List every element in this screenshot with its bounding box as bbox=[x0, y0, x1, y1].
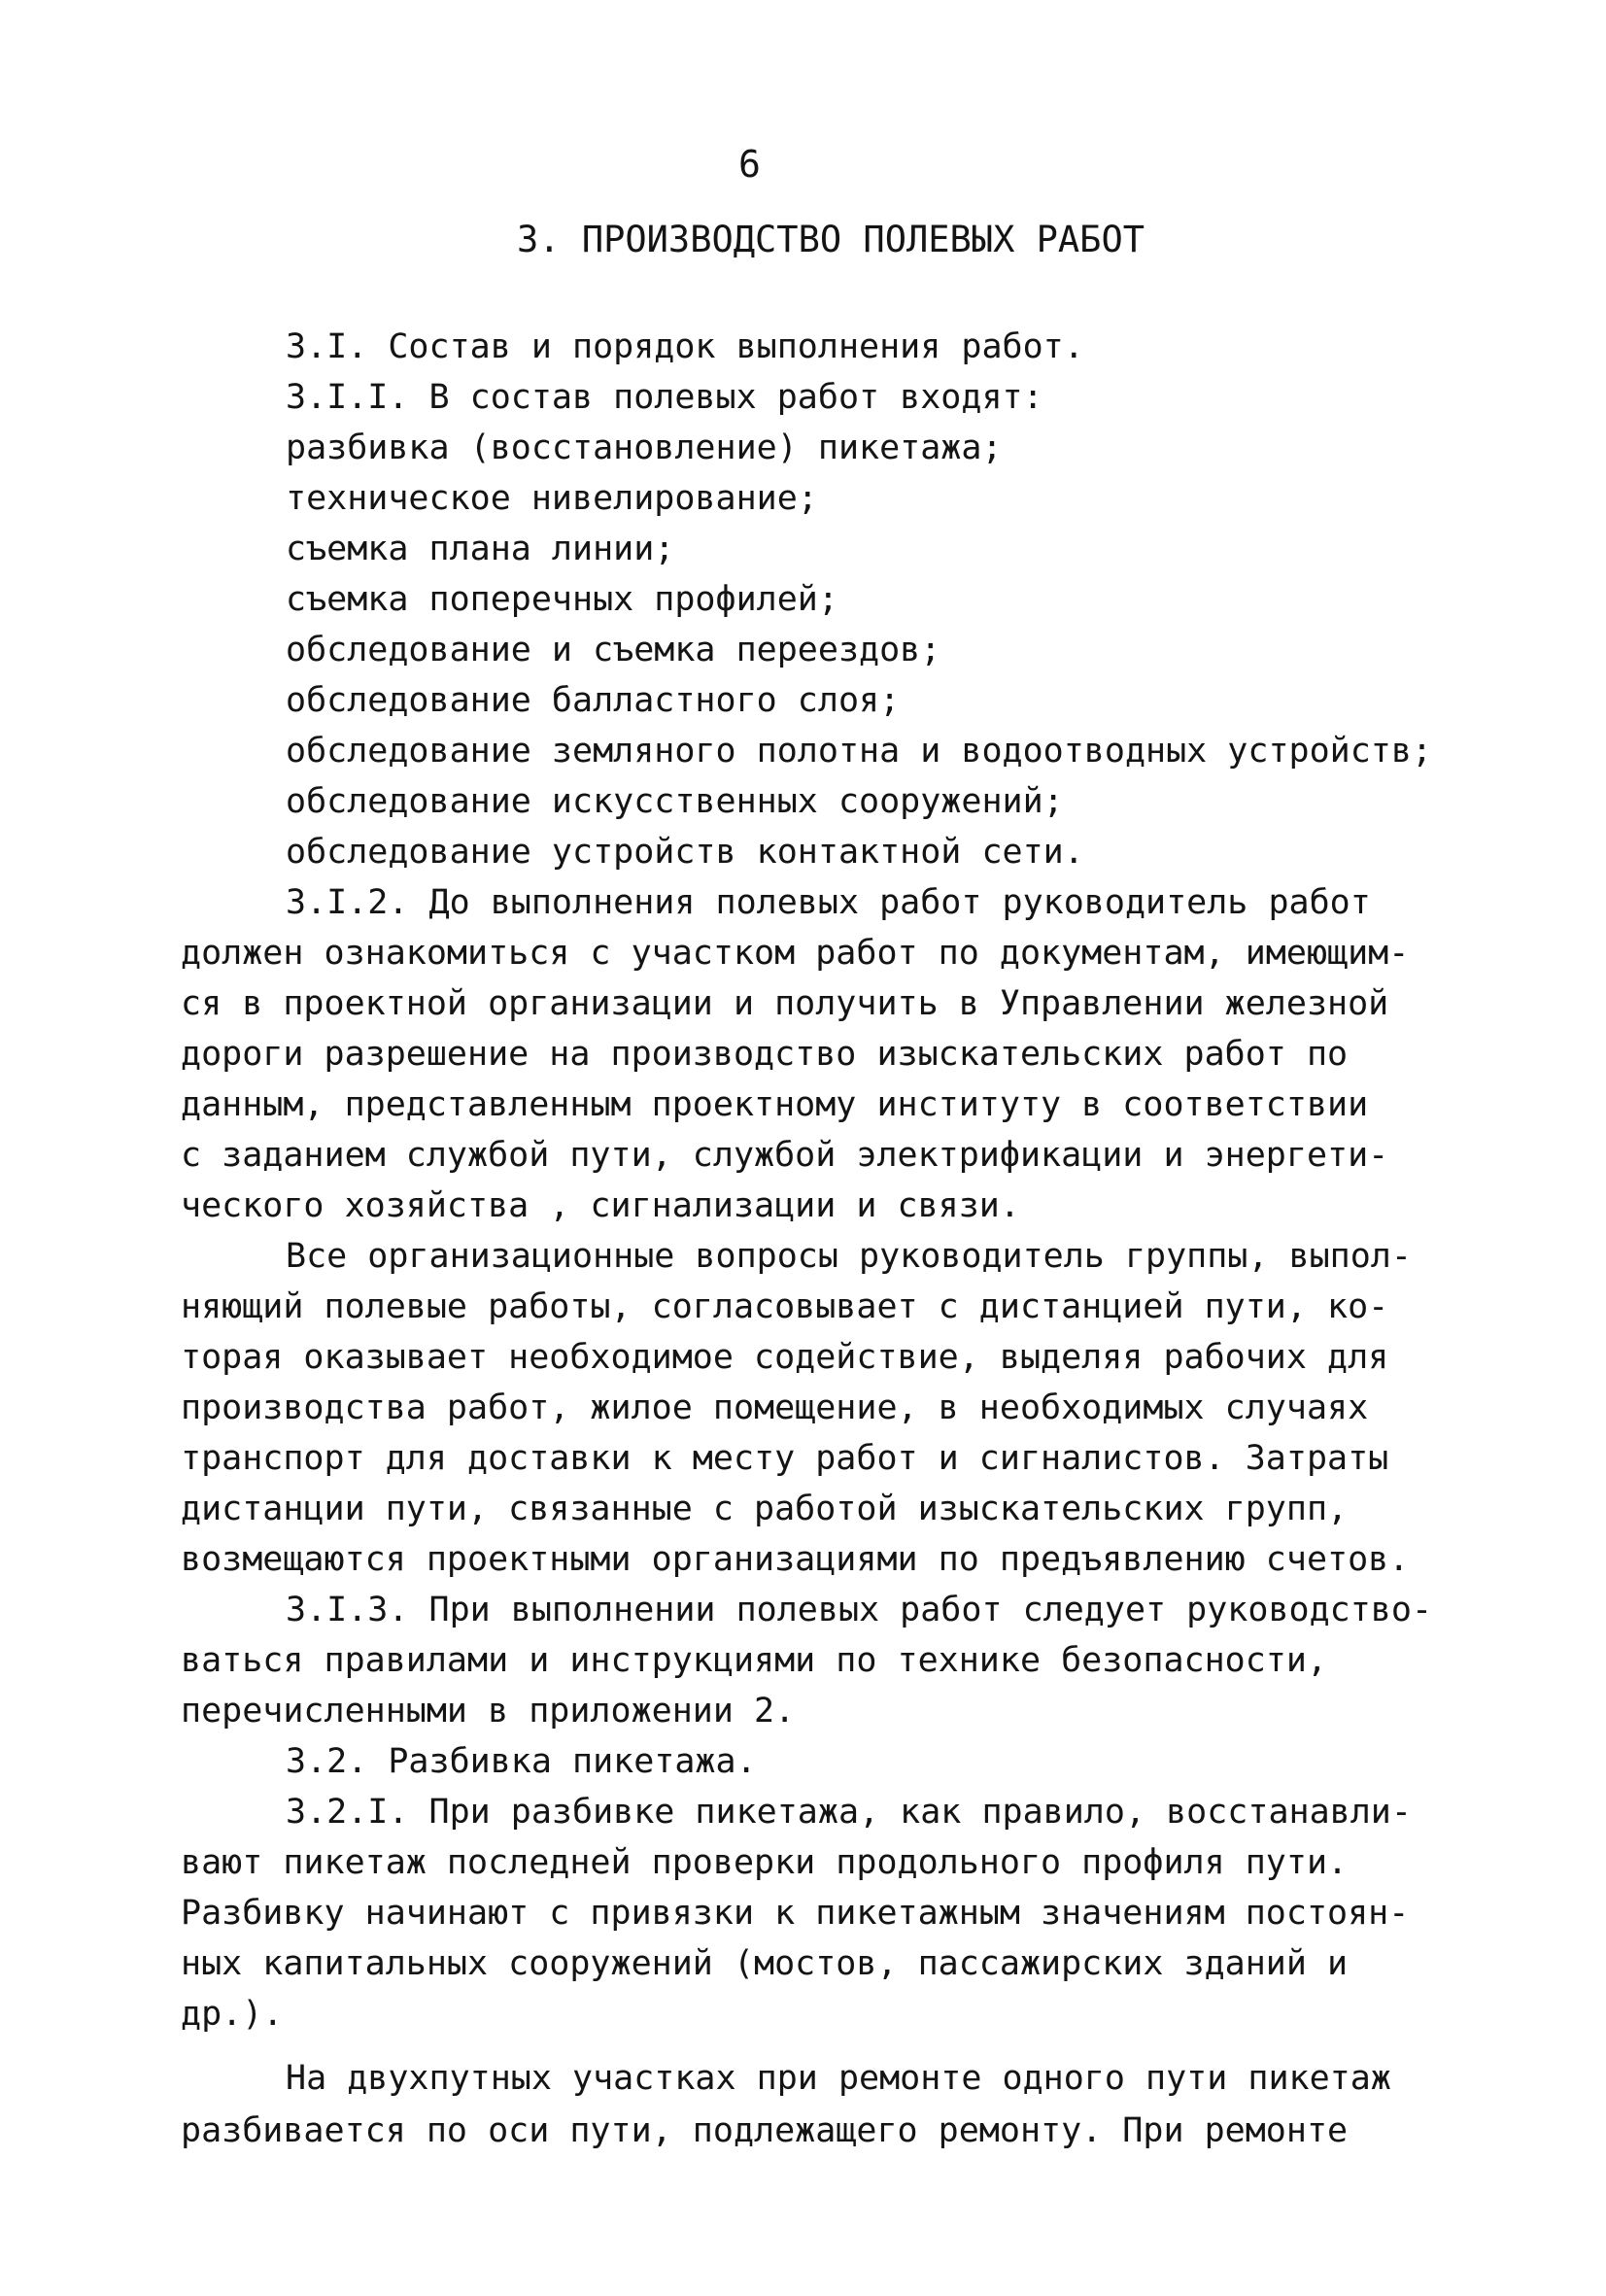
text-line: обследование земляного полотна и водоотводных устройств; bbox=[286, 732, 1433, 771]
text-line: съемка поперечных профилей; bbox=[286, 580, 838, 619]
text-line: возмещаются проектными организациями по предъявлению счетов. bbox=[181, 1540, 1410, 1579]
text-line: разбивается по оси пути, подлежащего ремонту. При ремонте bbox=[181, 2111, 1349, 2150]
text-line: обследование и съемка переездов; bbox=[286, 631, 941, 669]
text-line: ваться правилами и инструкциями по технике безопасности, bbox=[181, 1641, 1328, 1680]
text-line: с заданием службой пути, службой электрификации и энергети- bbox=[181, 1136, 1389, 1175]
text-line: няющий полевые работы, согласовывает с дистанцией пути, ко- bbox=[181, 1287, 1389, 1326]
text-line: техническое нивелирование; bbox=[286, 479, 818, 518]
text-line: Разбивку начинают с привязки к пикетажным значениям постоян- bbox=[181, 1894, 1410, 1933]
text-line: На двухпутных участках при ремонте одного пути пикетаж bbox=[286, 2059, 1391, 2098]
text-line: ся в проектной организации и получить в Управлении железной bbox=[181, 984, 1389, 1023]
text-line: должен ознакомиться с участком работ по документам, имеющим- bbox=[181, 934, 1410, 973]
text-line: обследование балластного слоя; bbox=[286, 681, 901, 720]
text-line: вают пикетаж последней проверки продольного профиля пути. bbox=[181, 1843, 1349, 1882]
text-line: 3.I.3. При выполнении полевых работ следует руководство- bbox=[286, 1591, 1433, 1629]
text-line: съемка плана линии; bbox=[286, 530, 675, 568]
text-line: обследование искусственных сооружений; bbox=[286, 782, 1064, 821]
text-line: производства работ, жилое помещение, в необходимых случаях bbox=[181, 1388, 1369, 1427]
page-number: 6 bbox=[738, 143, 761, 186]
text-line: др.). bbox=[181, 1995, 284, 2034]
text-line: 3.I.I. В состав полевых работ входят: bbox=[286, 378, 1043, 417]
text-line: дистанции пути, связанные с работой изыскательских групп, bbox=[181, 1490, 1349, 1528]
text-line: 3.2.I. При разбивке пикетажа, как правило, восстанавли- bbox=[286, 1793, 1412, 1832]
text-line: 3.I. Состав и порядок выполнения работ. bbox=[286, 327, 1084, 366]
text-line: ческого хозяйства , сигнализации и связи. bbox=[181, 1186, 1020, 1225]
text-line: 3.2. Разбивка пикетажа. bbox=[286, 1742, 757, 1781]
text-line: дороги разрешение на производство изыскательских работ по bbox=[181, 1035, 1349, 1074]
text-line: перечисленными в приложении 2. bbox=[181, 1692, 796, 1731]
text-line: транспорт для доставки к месту работ и сигналистов. Затраты bbox=[181, 1439, 1389, 1478]
text-line: обследование устройств контактной сети. bbox=[286, 833, 1084, 872]
text-line: Все организационные вопросы руководитель группы, выпол- bbox=[286, 1237, 1412, 1276]
text-line: ных капитальных сооружений (мостов, пассажирских зданий и bbox=[181, 1944, 1349, 1983]
text-line: данным, представленным проектному институту в соответствии bbox=[181, 1085, 1369, 1124]
text-line: 3.I.2. До выполнения полевых работ руководитель работ bbox=[286, 883, 1371, 922]
text-line: разбивка (восстановление) пикетажа; bbox=[286, 428, 1003, 467]
section-title: 3. ПРОИЗВОДСТВО ПОЛЕВЫХ РАБОТ bbox=[517, 219, 1145, 260]
text-line: торая оказывает необходимое содействие, выделяя рабочих для bbox=[181, 1338, 1389, 1377]
